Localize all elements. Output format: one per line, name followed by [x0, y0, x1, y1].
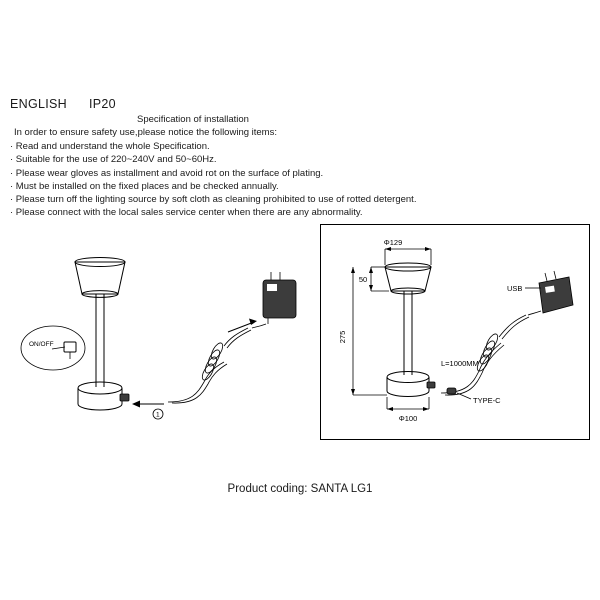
usb-label-group	[507, 284, 541, 293]
product-coding: Product coding: SANTA LG1	[227, 483, 373, 495]
dim-power-cable	[441, 315, 529, 395]
svg-text:ON/OFF: ON/OFF	[29, 341, 54, 348]
insert-arrow	[132, 401, 164, 420]
dim-shade-diameter-label: Φ129	[383, 238, 403, 247]
dim-total-height	[338, 267, 387, 395]
cable-length-label: L=1000MM	[441, 359, 479, 368]
language-label: ENGLISH	[10, 97, 67, 111]
document-header	[10, 97, 116, 111]
spec-item: · Must be installed on the fixed places and be checked annually.	[10, 180, 279, 192]
callout-number: 1	[156, 411, 160, 419]
dim-lamp-base	[387, 372, 435, 397]
type-c-label: TYPE-C	[473, 396, 501, 405]
spec-item: · Read and understand the whole Specification.	[10, 141, 210, 152]
dim-shade-height	[359, 267, 389, 291]
spec-item: · Please connect with the local sales service center when there are any abnormality.	[10, 207, 363, 219]
spec-item: · Suitable for the use of 220~240V and 50~60Hz.	[10, 154, 217, 166]
dim-base-diameter	[387, 397, 429, 423]
cable-length-group	[441, 359, 479, 368]
adapter-arrow	[228, 319, 257, 333]
dim-total-height-label: 275	[338, 330, 347, 344]
installation-illustration	[8, 222, 308, 447]
power-adapter-icon	[252, 272, 296, 328]
switch-detail-callout	[21, 326, 85, 370]
usb-label: USB	[507, 284, 523, 293]
spec-intro: In order to ensure safety use,please notice the following items:	[14, 127, 277, 138]
power-cable	[168, 328, 251, 403]
dim-lamp-shade	[385, 263, 431, 294]
dimension-diagram-box	[320, 224, 590, 440]
ip-rating-label: IP20	[88, 97, 116, 111]
type-c-group	[447, 388, 501, 405]
spec-item: · Please wear gloves as installment and avoid rot on the surface of plating.	[10, 167, 324, 179]
spec-item-list	[10, 140, 416, 220]
lamp-shade-icon	[75, 258, 125, 298]
dim-lamp-stem	[404, 291, 412, 375]
dim-shade-diameter	[384, 238, 431, 265]
dim-power-adapter-icon	[528, 271, 573, 315]
dim-shade-height-label: 50	[358, 275, 368, 284]
spec-title: Specification of installation	[137, 114, 249, 125]
lamp-stem-icon	[96, 294, 104, 387]
spec-item: · Please turn off the lighting source by soft cloth as cleaning prohibited to use of rotted detergent.	[10, 194, 417, 206]
dim-base-diameter-label: Φ100	[398, 414, 418, 423]
